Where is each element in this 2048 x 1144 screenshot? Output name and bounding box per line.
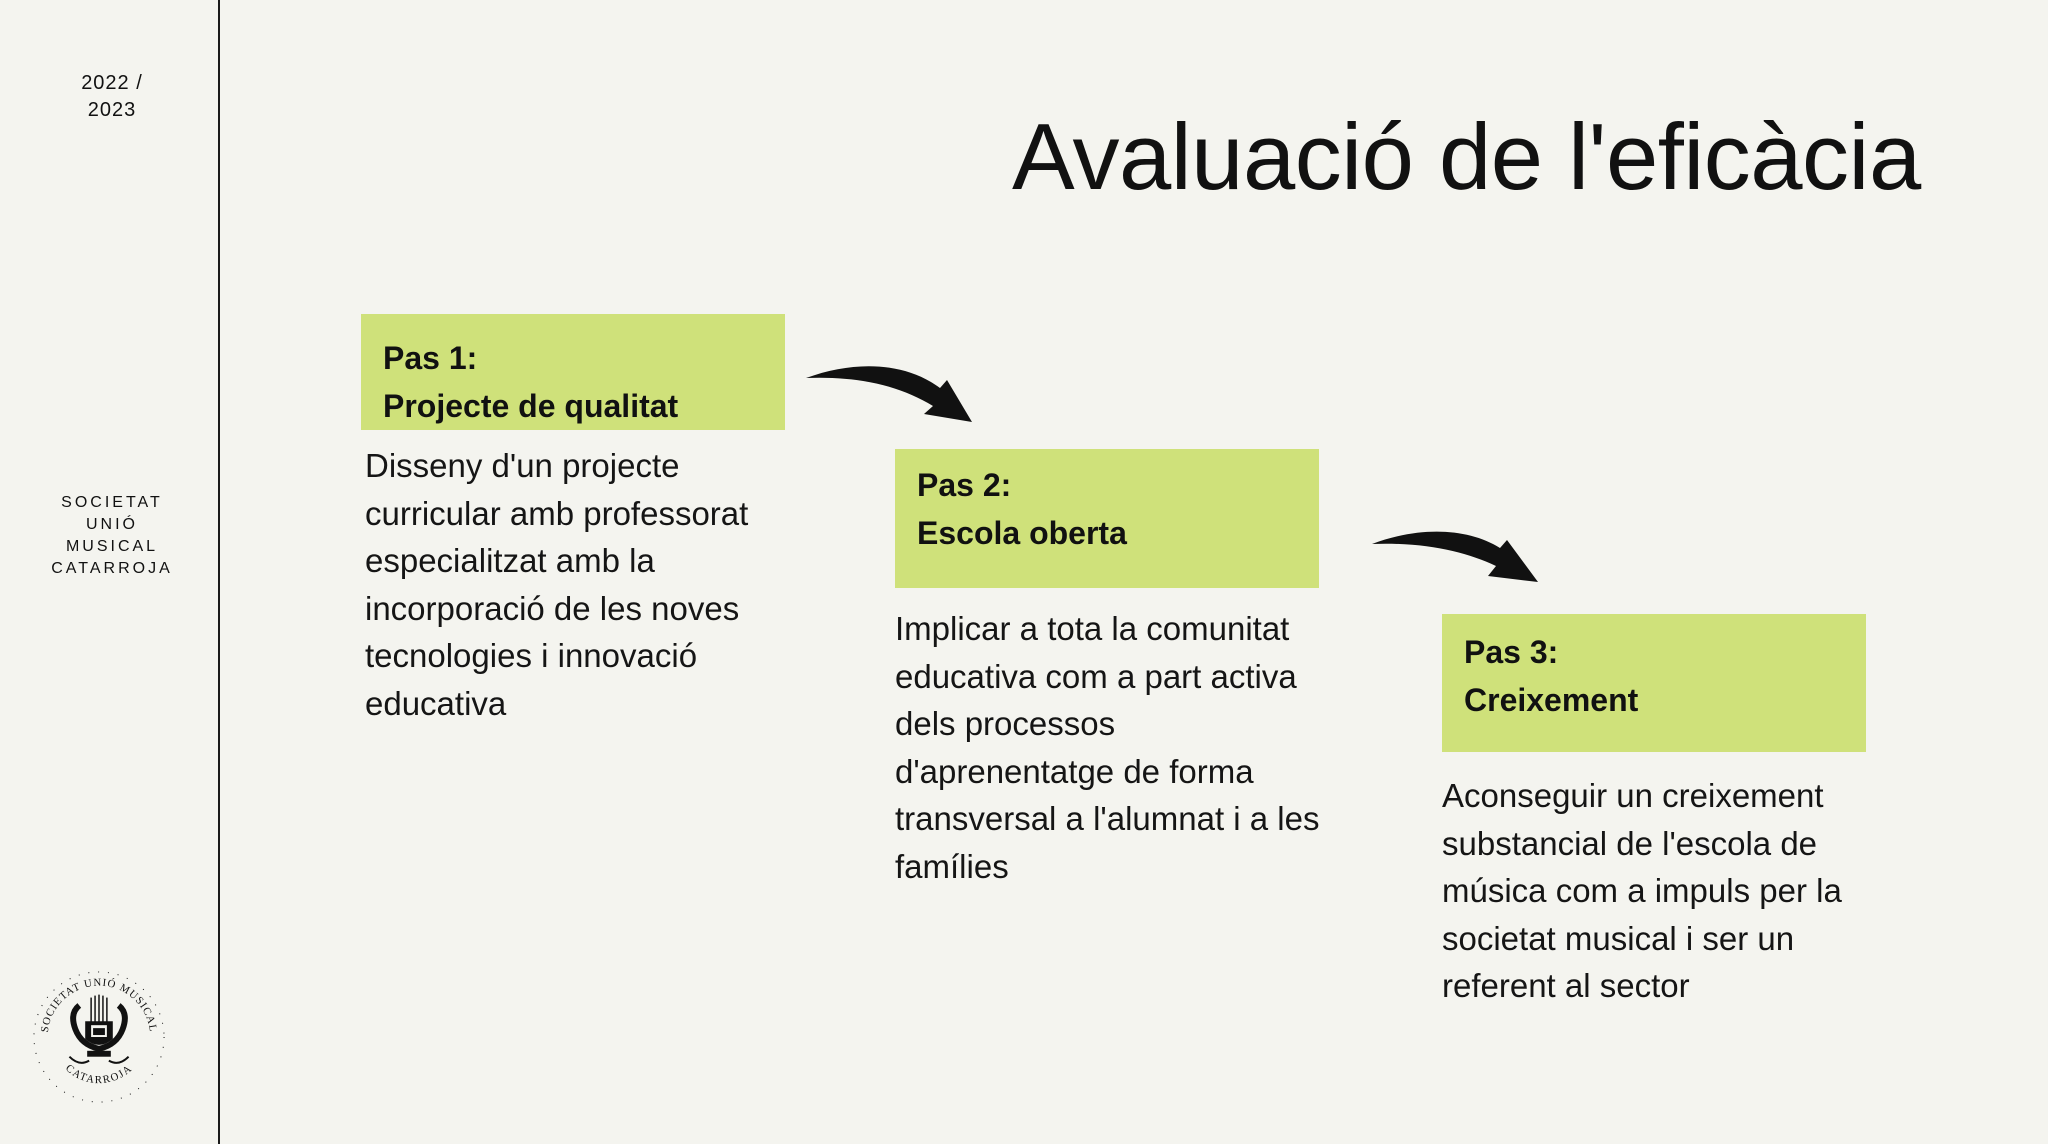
step-2-title: Escola oberta	[917, 515, 1127, 551]
org-line: UNIÓ	[86, 516, 138, 533]
sidebar	[0, 0, 220, 1144]
svg-text:CATARROJA	[63, 1062, 135, 1086]
org-line: SOCIETAT	[61, 494, 163, 511]
org-line: CATARROJA	[51, 560, 173, 577]
page-title: Avaluació de l'eficàcia	[1012, 104, 1921, 209]
organization-name	[0, 492, 224, 580]
step-3-number: Pas 3:	[1464, 634, 1559, 670]
step-1-box	[361, 314, 785, 430]
step-1-title: Projecte de qualitat	[383, 388, 679, 424]
step-3-title: Creixement	[1464, 682, 1639, 718]
curved-arrow-icon	[800, 360, 980, 430]
step-3-description: Aconseguir un creixement substancial de l'escola de música com a impuls per la societat musical i ser un referent al sector	[1442, 777, 1842, 1004]
step-1-description: Disseny d'un projecte curricular amb professorat especialitzat amb la incorporació de les noves tecnologies i innovació educativa	[365, 447, 749, 722]
logo-top-text: SOCIETAT UNIÓ MUSICAL	[38, 976, 160, 1034]
curved-arrow-icon	[1370, 522, 1540, 586]
step-1-number: Pas 1:	[383, 340, 478, 376]
step-2-box	[895, 449, 1319, 588]
org-line: MUSICAL	[65, 538, 159, 555]
year-label: 2022 / 2023	[81, 72, 143, 121]
lyre-logo-icon	[30, 968, 168, 1106]
step-3-box	[1442, 614, 1866, 752]
step-2-description: Implicar a tota la comunitat educativa com a part activa dels processos d'aprenentatge de forma transversal a l'alumnat i a les famílies	[895, 610, 1320, 885]
logo-bottom-text: CATARROJA	[63, 1062, 135, 1087]
step-2-number: Pas 2:	[917, 467, 1012, 503]
